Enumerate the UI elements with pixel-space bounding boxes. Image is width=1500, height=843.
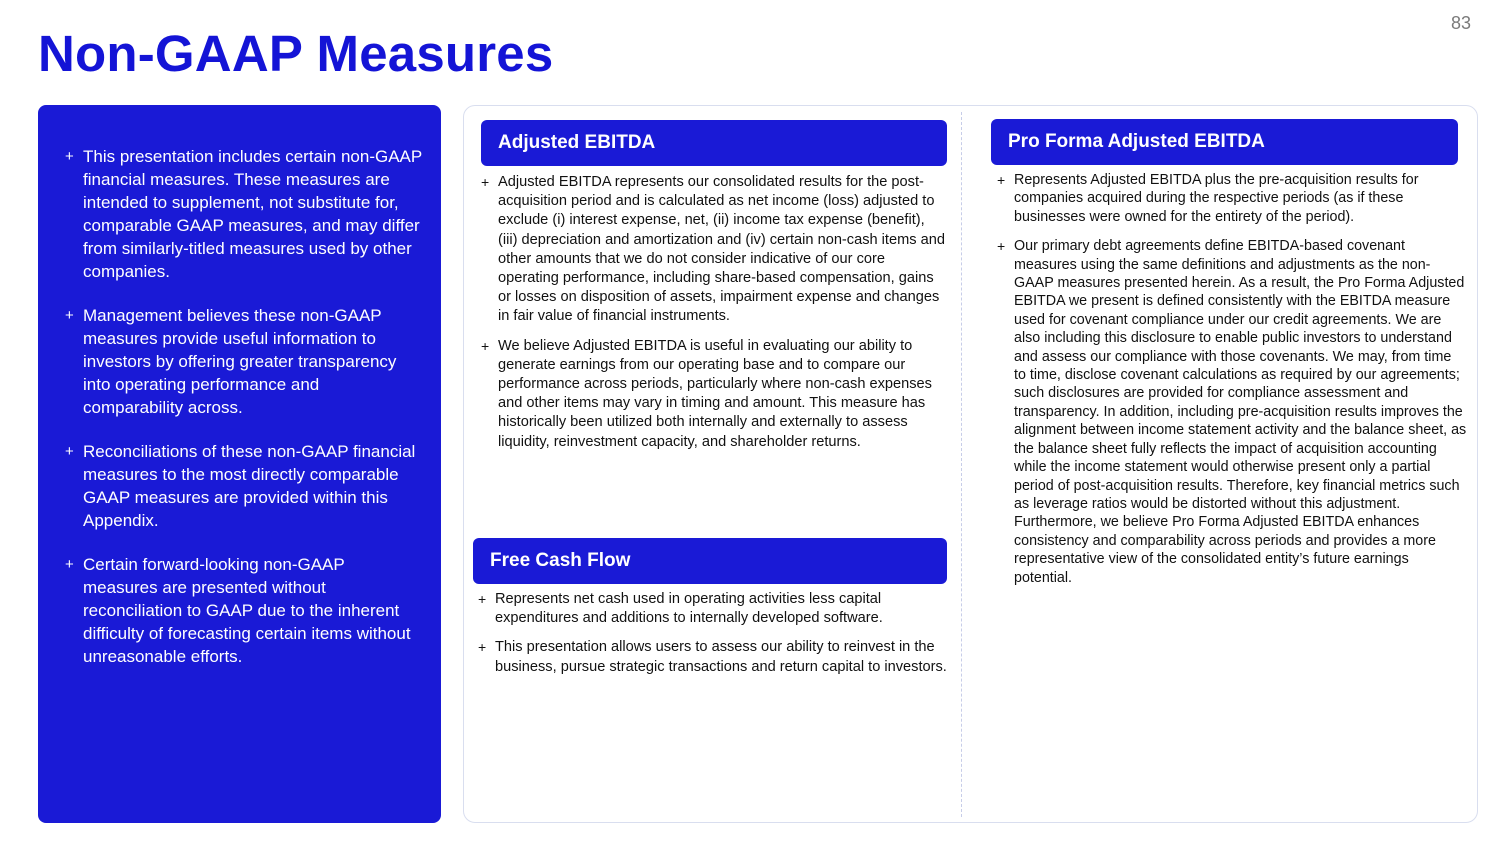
plus-icon: + bbox=[481, 337, 490, 354]
summary-bullet bbox=[65, 304, 423, 419]
definitions-panel bbox=[463, 105, 1478, 823]
list-item-text: This presentation allows users to assess our ability to reinvest in the business, pursue strategic transactions and return capital to investors. bbox=[495, 639, 947, 675]
summary-bullet-text: Certain forward-looking non-GAAP measures are presented without reconciliation to GAAP due to the inherent difficulty of forecasting certain items without unreasonable efforts. bbox=[83, 555, 411, 666]
pro-forma-list bbox=[997, 171, 1467, 598]
list-item bbox=[481, 337, 946, 452]
free-cash-flow-list bbox=[478, 590, 947, 687]
list-item bbox=[997, 237, 1467, 587]
adjusted-ebitda-list bbox=[481, 173, 946, 462]
list-item bbox=[997, 171, 1467, 226]
plus-icon: + bbox=[997, 238, 1006, 255]
plus-icon: + bbox=[997, 172, 1006, 188]
plus-icon: + bbox=[481, 174, 490, 190]
list-item-text: We believe Adjusted EBITDA is useful in evaluating our ability to generate earnings from our operating base and to compare our performance across periods, particularly where non-cash expenses and other items may vary in timing and amount. This measure has historically been utilized both internally and externally to assess liquidity, reinvestment capacity, and shareholder returns. bbox=[498, 337, 932, 450]
summary-bullet bbox=[65, 145, 423, 283]
list-item bbox=[478, 638, 947, 676]
list-item-text: Our primary debt agreements define EBITDA-based covenant measures using the same definitions and adjustments as the non-GAAP measures presented herein. As a result, the Pro Forma Adjusted EBITDA we present is defined consistently with the EBITDA measure used for covenant compliance under our credit agreements. We are also including this disclosure to enable public investors to understand and assess our compliance with those covenants. We may, from time to time, disclose covenant calculations as required by our agreements; such disclosures are provided for compliance assessment and transparency. In addition, including pre-acquisition results improves the alignment between income statement activity and the balance sheet, as the balance sheet fully reflects the impact of acquisition accounting while the income statement would otherwise present only a partial period of post-acquisition results. Therefore, key financial metrics such as leverage ratios would be distorted without this adjustment. Furthermore, we believe Pro Forma Adjusted EBITDA enhances consistency and comparability across periods and provides a more representative view of the consolidated entity’s future earnings potential. bbox=[1014, 238, 1467, 586]
page-title: Non-GAAP Measures bbox=[38, 25, 554, 82]
free-cash-flow-heading: Free Cash Flow bbox=[473, 538, 947, 584]
plus-icon: + bbox=[65, 443, 74, 460]
adjusted-ebitda-heading: Adjusted EBITDA bbox=[481, 120, 947, 166]
summary-panel bbox=[38, 105, 441, 823]
summary-bullet bbox=[65, 553, 423, 668]
list-item bbox=[478, 590, 947, 628]
summary-bullet bbox=[65, 440, 423, 532]
pro-forma-heading: Pro Forma Adjusted EBITDA bbox=[991, 119, 1458, 165]
summary-bullet-text: This presentation includes certain non-GAAP financial measures. These measures are intended to supplement, not substitute for, comparable GAAP measures, and may differ from similarly-titled measures used by other companies. bbox=[83, 147, 422, 281]
page-number: 83 bbox=[1450, 13, 1471, 33]
summary-bullet-text: Reconciliations of these non-GAAP financial measures to the most directly comparable GAAP measures are provided within this Appendix. bbox=[83, 442, 416, 530]
list-item-text: Represents net cash used in operating activities less capital expenditures and additions to internally developed software. bbox=[495, 591, 883, 627]
plus-icon: + bbox=[478, 591, 487, 607]
column-divider bbox=[961, 112, 962, 817]
plus-icon: + bbox=[65, 556, 74, 573]
list-item bbox=[481, 173, 946, 327]
plus-icon: + bbox=[478, 639, 487, 656]
summary-list bbox=[65, 145, 423, 668]
plus-icon: + bbox=[65, 307, 74, 324]
list-item-text: Adjusted EBITDA represents our consolidated results for the post-acquisition period and is calculated as net income (loss) adjusted to exclude (i) interest expense, net, (ii) income tax expense (benefit), (iii) depreciation and amortization and (iv) certain non-cash items and other amounts that we do not consider indicative of our core operating performance, including share-based compensation, gains or losses on disposition of assets, impairment expense and changes in fair value of financial instruments. bbox=[498, 174, 945, 325]
list-item-text: Represents Adjusted EBITDA plus the pre-acquisition results for companies acquired during the respective periods (as if these businesses were owned for the entirety of the period). bbox=[1014, 172, 1419, 225]
plus-icon: + bbox=[65, 148, 74, 165]
summary-bullet-text: Management believes these non-GAAP measures provide useful information to investors by offering greater transparency into operating performance and comparability across. bbox=[83, 306, 397, 417]
